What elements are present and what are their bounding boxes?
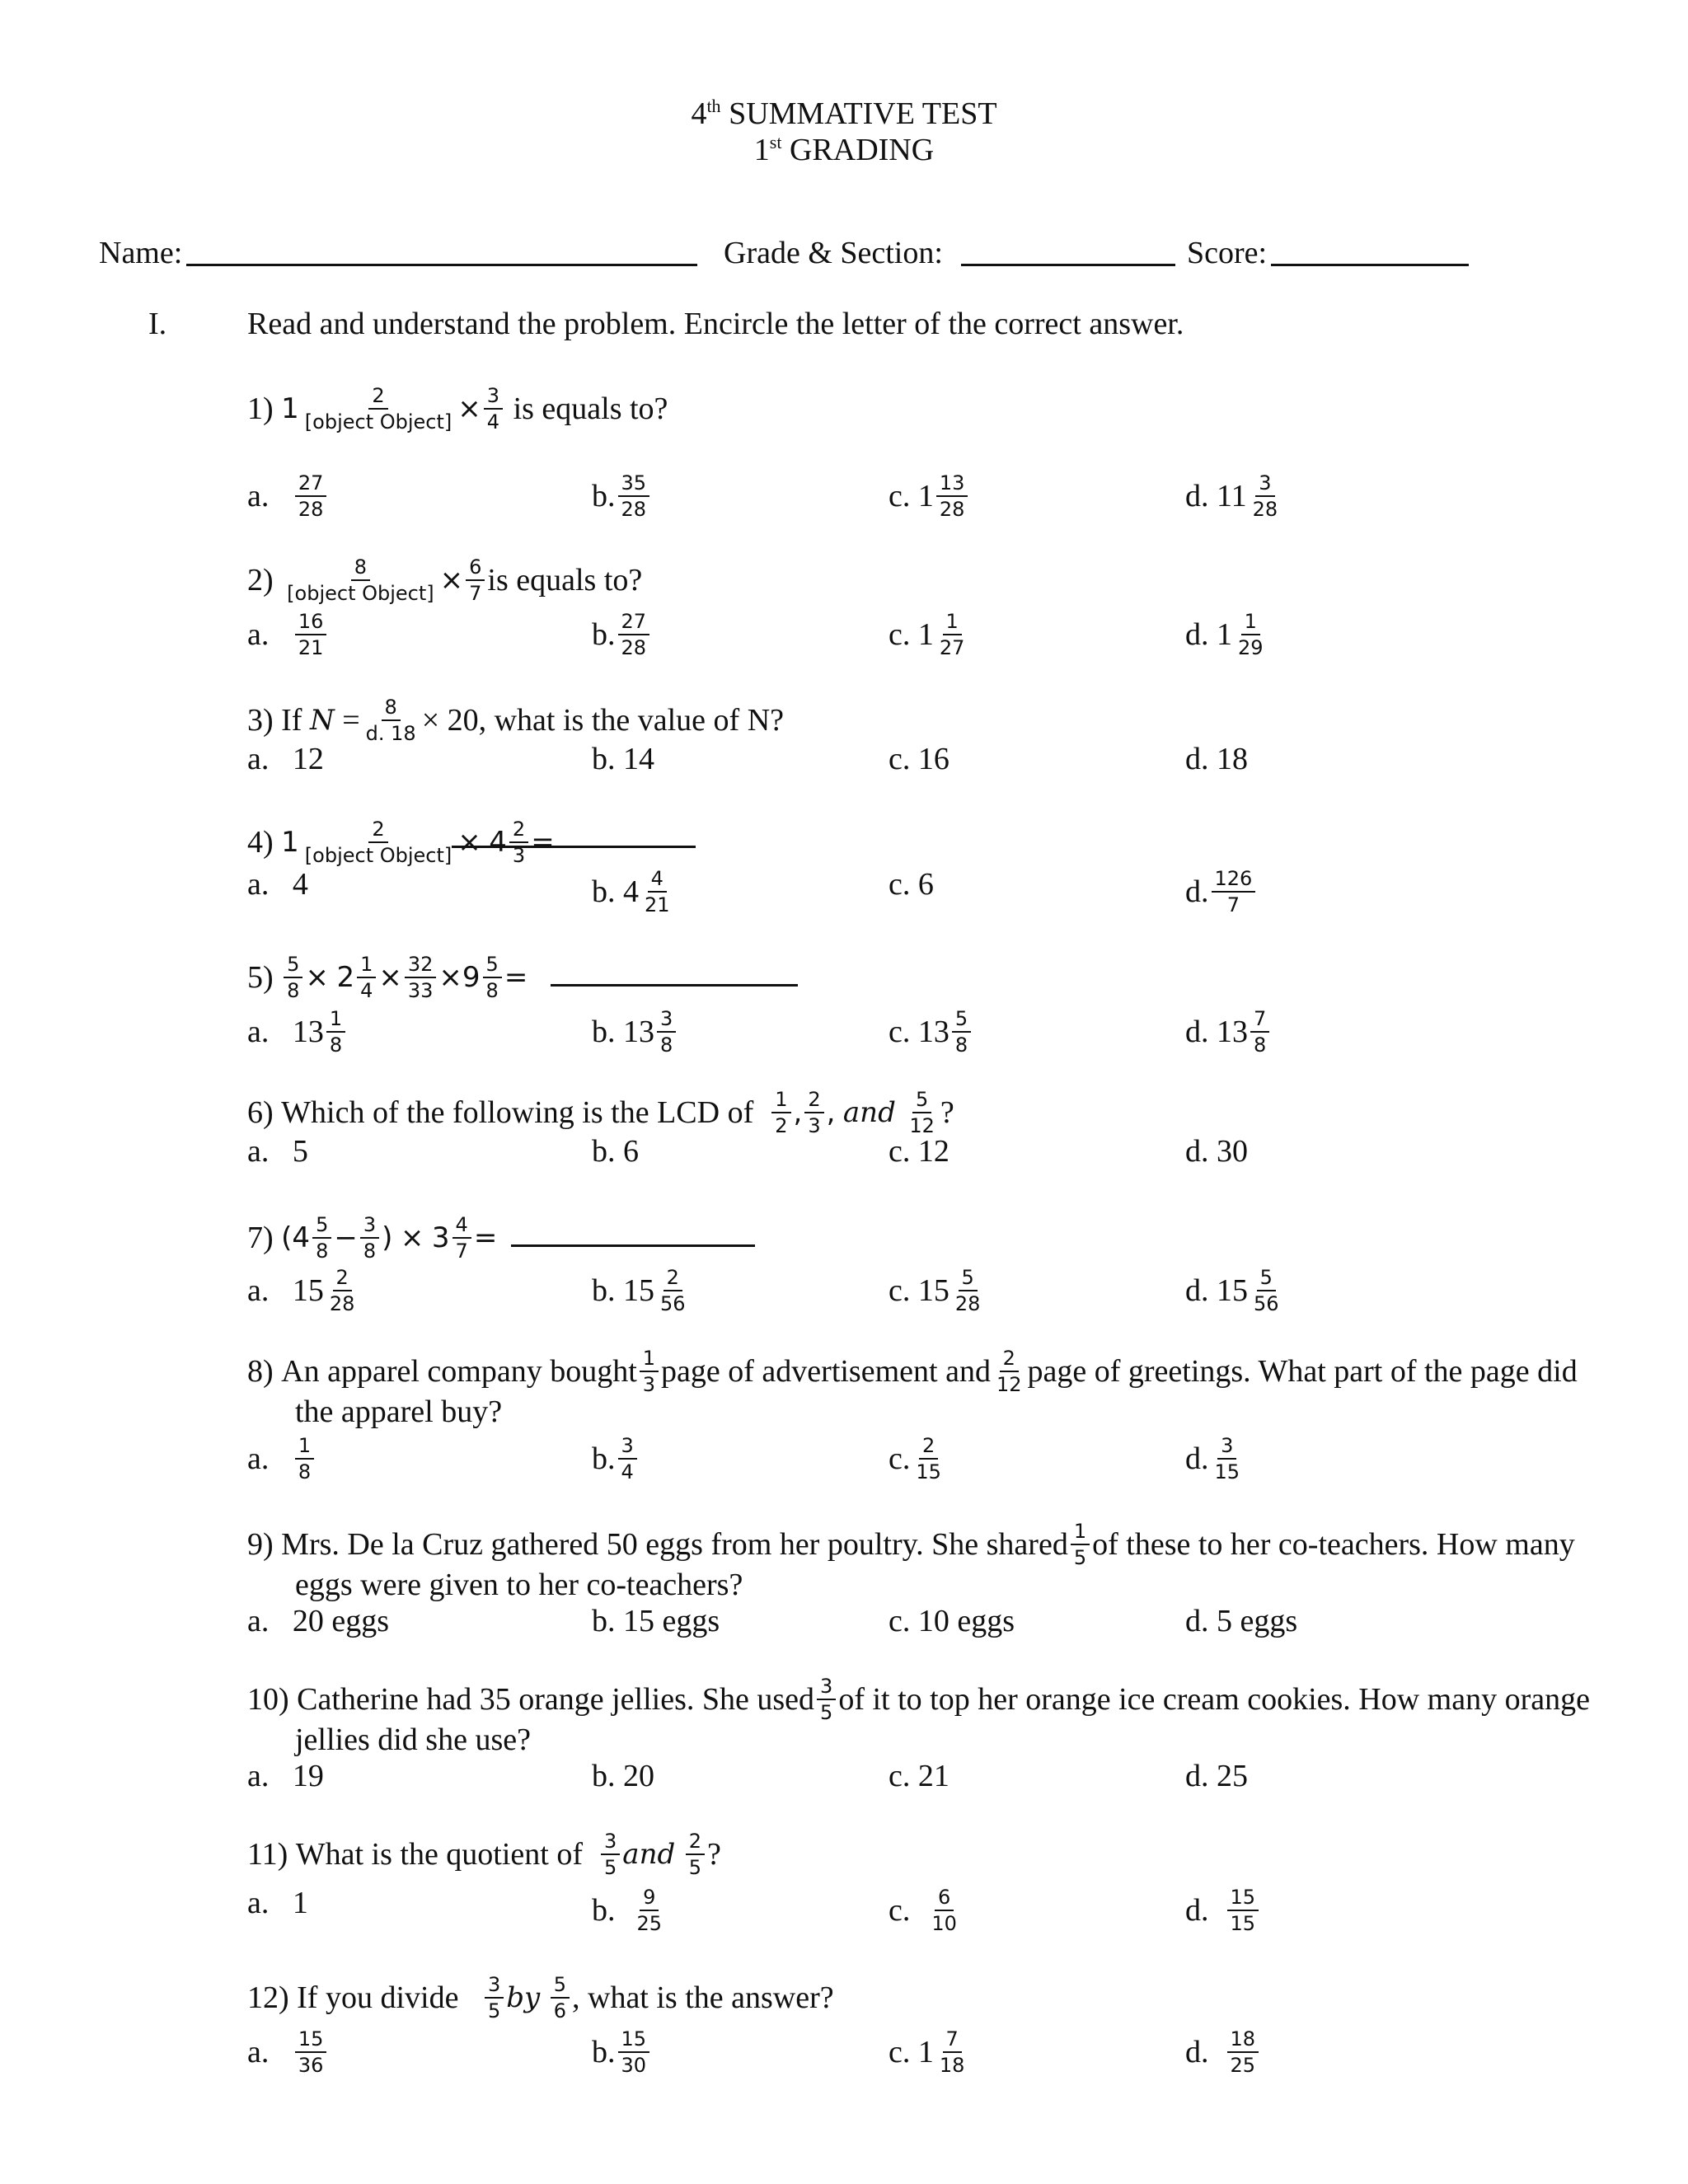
- q1-option-c[interactable]: c. 1 13 28: [889, 473, 970, 519]
- q12-option-a[interactable]: a. 15 36: [247, 2029, 329, 2075]
- q7-option-b[interactable]: b. 15 2 56: [592, 1266, 686, 1315]
- question-3: 3) If N = $\frac{8}{d. 18}$ × 20, what is the value of N?: [247, 696, 785, 745]
- question-11: 11) What is the quotient of 3 5 and 2 5 ?: [247, 1830, 721, 1879]
- q6-option-c[interactable]: c. 12: [889, 1134, 950, 1169]
- q7-option-d[interactable]: d. 15 5 56: [1185, 1266, 1279, 1315]
- q7-option-a[interactable]: a. 15 2 28: [247, 1266, 355, 1315]
- q9-option-c[interactable]: c. 10 eggs: [889, 1604, 1015, 1638]
- q3-option-c[interactable]: c. 16: [889, 742, 950, 776]
- q4-option-b[interactable]: b. 4 4 21: [592, 867, 670, 916]
- q4-option-c[interactable]: c. 6: [889, 867, 934, 902]
- q3-option-a[interactable]: a. 12: [247, 742, 324, 776]
- name-label: Name:: [99, 236, 183, 270]
- q6-option-b[interactable]: b. 6: [592, 1134, 639, 1169]
- q1-option-b[interactable]: b. 35 28: [592, 473, 652, 519]
- question-7: 7) ( 4 5 8 − $\frac{3}{8}$ ) × 3 $\frac{4}{7}$ =: [247, 1213, 498, 1263]
- question-1: 1) 1 2 [object Object] × $\frac{3}{4}$ is equals to?: [247, 384, 668, 434]
- question-12: 12) If you divide 3 5 by 5 6 , what is the answer?: [247, 1973, 834, 2022]
- q2-option-a[interactable]: a. 16 21: [247, 612, 329, 658]
- q3-option-b[interactable]: b. 14: [592, 742, 654, 776]
- q7-answer-blank[interactable]: [511, 1244, 755, 1247]
- test-title: 4th SUMMATIVE TEST: [691, 96, 997, 131]
- q1-option-d[interactable]: d. 11 3 28: [1185, 471, 1278, 521]
- q4-answer-blank[interactable]: [452, 846, 696, 848]
- q2-option-d[interactable]: d. 1 1 29: [1185, 610, 1264, 659]
- q11-option-a[interactable]: a. 1: [247, 1886, 308, 1920]
- name-field[interactable]: [186, 264, 697, 266]
- instructions: Read and understand the problem. Encircle the letter of the correct answer.: [247, 307, 1184, 341]
- q7-option-c[interactable]: c. 15 5 28: [889, 1266, 981, 1315]
- q11-option-d[interactable]: d. 15 15: [1185, 1887, 1261, 1933]
- q8-option-b[interactable]: b. 3 4: [592, 1436, 640, 1482]
- q9-option-d[interactable]: d. 5 eggs: [1185, 1604, 1298, 1638]
- q5-answer-blank[interactable]: [551, 984, 798, 987]
- q12-option-d[interactable]: d. 18 25: [1185, 2029, 1261, 2075]
- q8-option-d[interactable]: d. 3 15: [1185, 1434, 1240, 1483]
- grading-period: 1st GRADING: [753, 132, 935, 167]
- q9-option-a[interactable]: a. 20 eggs: [247, 1604, 390, 1638]
- q6-option-a[interactable]: a. 5: [247, 1134, 308, 1169]
- q5-option-d[interactable]: d. 13 7 8: [1185, 1009, 1272, 1055]
- score-field[interactable]: [1271, 264, 1469, 266]
- q4-option-d[interactable]: d. 126 7: [1185, 869, 1258, 915]
- q5-option-a[interactable]: a. 13 1 8: [247, 1009, 348, 1055]
- q11-option-b[interactable]: b. 9 25: [592, 1886, 663, 1935]
- grade-section-label: Grade & Section:: [724, 236, 943, 270]
- q5-option-c[interactable]: c. 13 5 8: [889, 1009, 973, 1055]
- question-8-line-2: the apparel buy?: [295, 1394, 503, 1429]
- question-9: 9) Mrs. De la Cruz gathered 50 eggs from her poultry. She shared 1 5 of these to her co-teachers. How many: [247, 1520, 1575, 1569]
- section-number: I.: [148, 307, 167, 341]
- q4-option-a[interactable]: a. 4: [247, 867, 308, 902]
- q11-option-c[interactable]: c. 6 10: [889, 1886, 957, 1935]
- q10-option-a[interactable]: a. 19: [247, 1759, 324, 1793]
- grade-section-field[interactable]: [961, 264, 1175, 266]
- score-label: Score:: [1187, 236, 1268, 270]
- q8-option-c[interactable]: c. 2 15: [889, 1434, 941, 1483]
- q10-option-c[interactable]: c. 21: [889, 1759, 950, 1793]
- q8-option-a[interactable]: a. 1 8: [247, 1436, 316, 1482]
- question-5: 5) $\frac{5}{8}$ × 2 $\frac{1}{4}$ × $\frac{32}{33}$ × 9 $\frac{5}{8}$ =: [247, 953, 528, 1002]
- q5-option-b[interactable]: b. 13 3 8: [592, 1009, 678, 1055]
- question-8: 8) An apparel company bought 1 3 page of advertisement and 2 12 page of greetings. What part of the page did: [247, 1347, 1578, 1396]
- q10-option-b[interactable]: b. 20: [592, 1759, 654, 1793]
- question-10-line-2: jellies did she use?: [295, 1722, 531, 1757]
- q1-option-a[interactable]: a. 27 28: [247, 473, 329, 519]
- question-4: 4) 1 2 [object Object] × 4 $\frac{2}{3}$ =: [247, 818, 555, 867]
- q12-option-c[interactable]: c. 1 7 18: [889, 2027, 965, 2077]
- question-6: 6) Which of the following is the LCD of 1 2 , 2 3 , and 5 12 ?: [247, 1088, 954, 1137]
- q3-option-d[interactable]: d. 18: [1185, 742, 1248, 776]
- question-10: 10) Catherine had 35 orange jellies. She used 3 5 of it to top her orange ice cream cookies. How many orange: [247, 1675, 1590, 1724]
- q12-option-b[interactable]: b. 15 30: [592, 2029, 652, 2075]
- q6-option-d[interactable]: d. 30: [1185, 1134, 1248, 1169]
- q2-option-b[interactable]: b. 27 28: [592, 612, 652, 658]
- q2-option-c[interactable]: c. 1 1 27: [889, 610, 965, 659]
- question-2: 2) 8 [object Object] × $\frac{6}{7}$ is equals to?: [247, 555, 643, 605]
- question-9-line-2: eggs were given to her co-teachers?: [295, 1568, 743, 1602]
- q10-option-d[interactable]: d. 25: [1185, 1759, 1248, 1793]
- q9-option-b[interactable]: b. 15 eggs: [592, 1604, 720, 1638]
